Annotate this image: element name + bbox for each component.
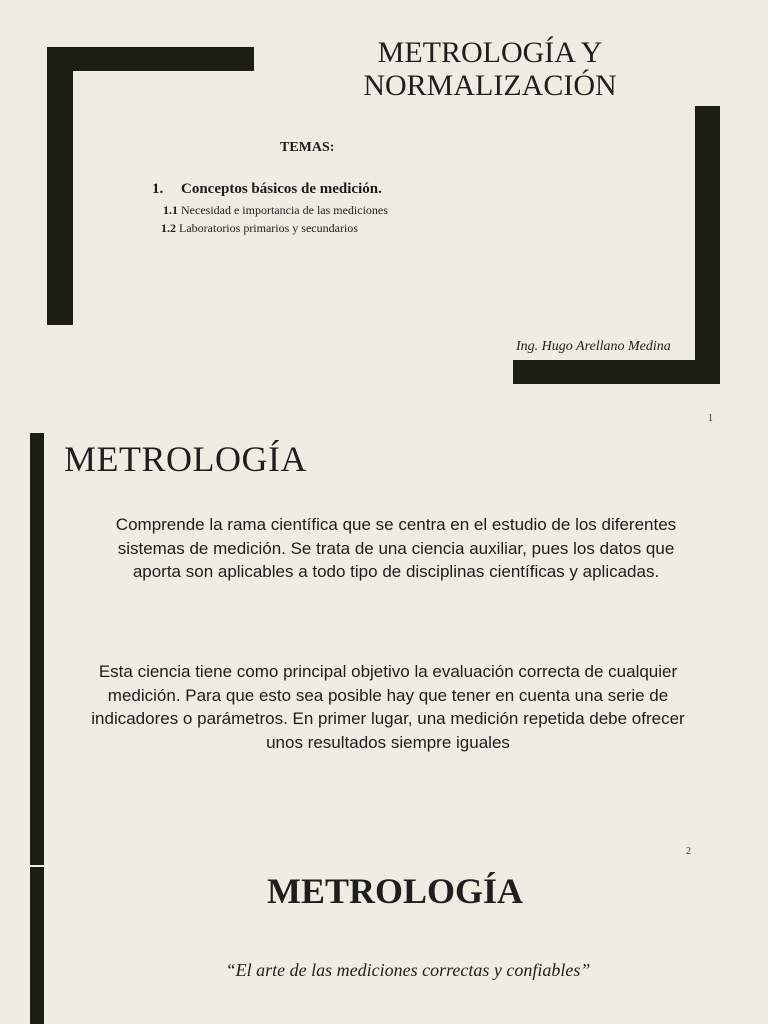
slide-quote: “El arte de las mediciones correctas y confiables” bbox=[225, 960, 591, 980]
slide-heading: METROLOGÍA bbox=[64, 439, 307, 479]
body-paragraph: Comprende la rama científica que se centra en el estudio de los diferentes sistemas de medición. Se trata de una ciencia auxiliar, pues los datos que aporta son aplicables a todo tipo de disciplinas científicas y aplicadas. bbox=[115, 515, 677, 581]
page-number: 2 bbox=[686, 846, 691, 857]
frame-bar-bottom-right-vertical bbox=[695, 106, 720, 384]
subtopic-item bbox=[161, 221, 358, 236]
page-number: 1 bbox=[708, 413, 713, 424]
subtopic-text: Laboratorios primarios y secundarios bbox=[179, 221, 358, 235]
subtopic-text: Necesidad e importancia de las mediciones bbox=[181, 203, 388, 217]
frame-bar-top-left-vertical bbox=[47, 47, 73, 325]
slide-heading: METROLOGÍA bbox=[266, 871, 524, 911]
slide-title-line-1: METROLOGÍA Y bbox=[377, 36, 603, 69]
subtopic-number: 1.2 bbox=[161, 221, 176, 235]
frame-bar-bottom-right-horizontal bbox=[513, 360, 720, 384]
subtopic-item bbox=[163, 203, 388, 218]
temas-label: TEMAS: bbox=[280, 140, 335, 155]
frame-bar-top-left-horizontal bbox=[47, 47, 254, 71]
topic-title: Conceptos básicos de medición. bbox=[181, 181, 382, 197]
author-name: Ing. Hugo Arellano Medina bbox=[516, 339, 671, 354]
slide-title bbox=[300, 36, 680, 102]
topic-number: 1. bbox=[152, 181, 164, 197]
slide-title-line-2: NORMALIZACIÓN bbox=[363, 69, 617, 102]
subtopic-number: 1.1 bbox=[163, 203, 178, 217]
body-paragraph: Esta ciencia tiene como principal objetivo la evaluación correcta de cualquier medición. Para que esto sea posible hay que tener en cuenta una serie de indicadores o parámetros. En primer lugar, una medición repetida debe ofrecer unos resultados siempre iguales bbox=[91, 662, 685, 752]
left-accent-bar bbox=[30, 433, 44, 865]
topic-heading bbox=[152, 181, 382, 198]
